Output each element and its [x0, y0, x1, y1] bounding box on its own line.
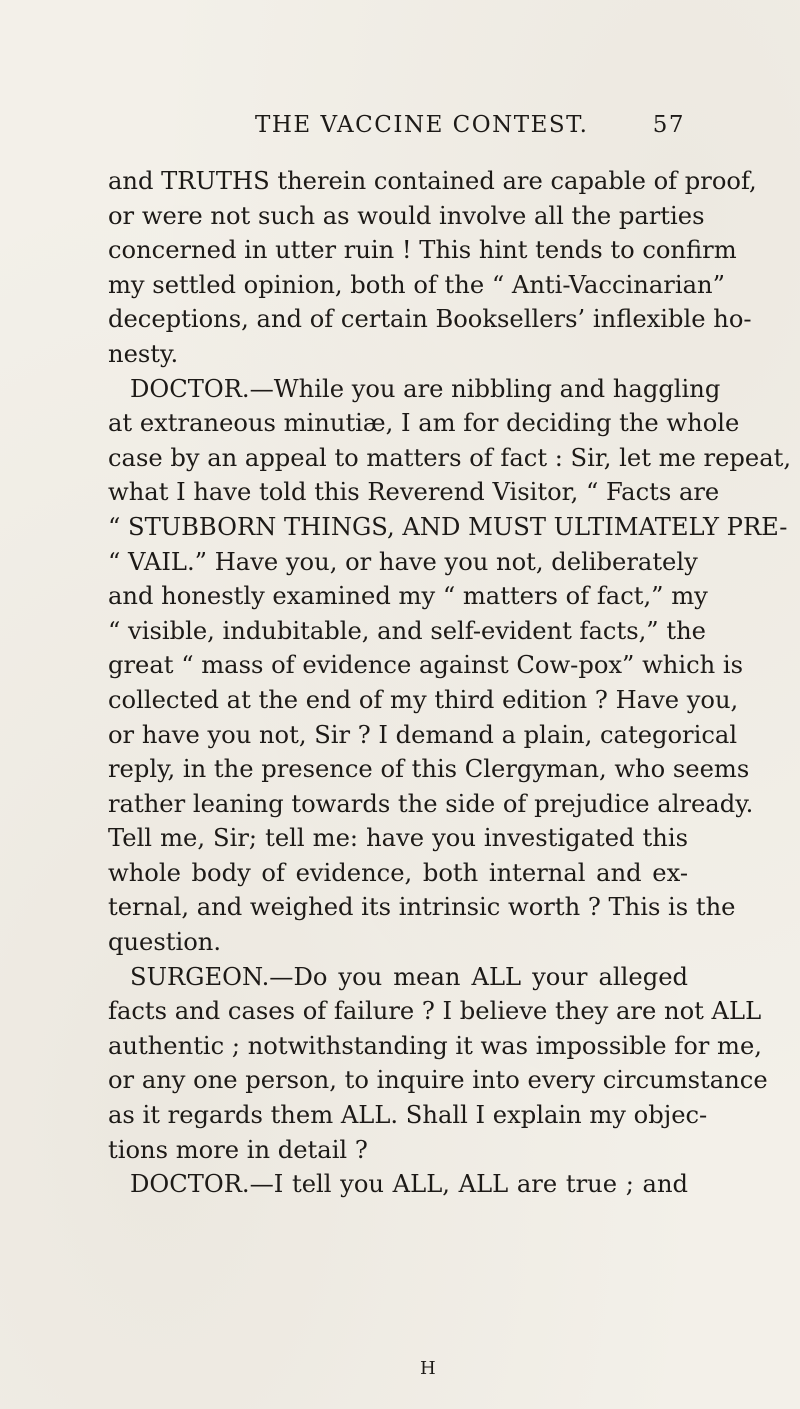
text-line: DOCTOR.—While you are nibbling and haggling: [130, 374, 721, 403]
signature-mark: H: [420, 1358, 436, 1379]
text-line: rather leaning towards the side of prejudice already.: [108, 789, 754, 818]
text-line: Tell me, Sir; tell me: have you investigated this: [108, 824, 688, 853]
text-line: authentic ; notwithstanding it was impossible for me,: [108, 1031, 762, 1060]
text-line: nesty.: [108, 339, 179, 368]
text-line: or have you not, Sir ? I demand a plain, categorical: [108, 720, 738, 749]
text-line: concerned in utter ruin ! This hint tends to confirm: [108, 236, 737, 265]
text-line: what I have told this Reverend Visitor, “ Facts are: [108, 478, 720, 507]
page-header: [255, 112, 685, 142]
text-line: tions more in detail ?: [108, 1135, 368, 1164]
text-line: and TRUTHS therein contained are capable of proof,: [108, 167, 757, 195]
text-line: deceptions, and of certain Booksellers’ inflexible ho-: [108, 305, 752, 334]
text-line: “ VAIL.” Have you, or have you not, deliberately: [108, 547, 698, 576]
text-line: SURGEON.—Do you mean ALL your alleged: [130, 962, 688, 991]
text-line: or were not such as would involve all the parties: [108, 201, 705, 230]
text-line: great “ mass of evidence against Cow-pox” which is: [108, 651, 744, 680]
text-line: ternal, and weighed its intrinsic worth ? This is the: [108, 893, 736, 922]
text-line: “ STUBBORN THINGS, AND MUST ULTIMATELY PRE-: [108, 512, 788, 541]
text-line: case by an appeal to matters of fact : Sir, let me repeat,: [108, 443, 792, 472]
text-line: my settled opinion, both of the “ Anti-Vaccinarian”: [108, 270, 725, 299]
text-line: collected at the end of my third edition ? Have you,: [108, 685, 739, 714]
text-line: question.: [108, 928, 222, 957]
body-text: [108, 164, 792, 1202]
page-number: 57: [652, 112, 685, 138]
text-line: whole body of evidence, both internal and ex-: [108, 858, 688, 887]
running-title: THE VACCINE CONTEST.: [255, 112, 589, 138]
text-line: “ visible, indubitable, and self-evident facts,” the: [108, 616, 706, 645]
text-line: or any one person, to inquire into every circumstance: [108, 1066, 768, 1095]
text-line: DOCTOR.—I tell you ALL, ALL are true ; and: [130, 1170, 688, 1199]
text-line: and honestly examined my “ matters of fact,” my: [108, 582, 708, 611]
text-line: facts and cases of failure ? I believe they are not ALL: [108, 997, 762, 1026]
text-line: as it regards them ALL. Shall I explain my objec-: [108, 1101, 708, 1130]
text-line: reply, in the presence of this Clergyman, who seems: [108, 755, 750, 784]
text-line: at extraneous minutiæ, I am for deciding the whole: [108, 409, 740, 438]
